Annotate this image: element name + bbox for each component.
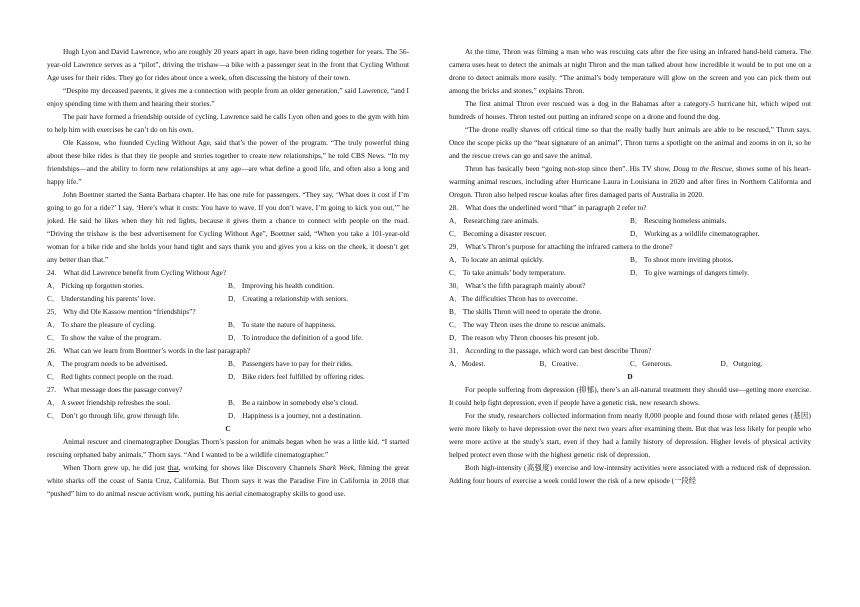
show-title: Doug to the Rescue (673, 164, 732, 173)
option-c[interactable]: C． Red lights connect people on the road. (47, 372, 174, 381)
underlined-word: that (167, 463, 179, 472)
text-run: , shows some of his heart-warming animal rescues, including after Hurricane Laura in Louisiana in 2020 and after fires in Northern California and Oregon. Thron also helped rescue koalas after fires damaged parts of Australia in 2020. (449, 164, 811, 199)
question-stem: 27. What message does the passage convey? (47, 385, 183, 394)
question-stem: 28. What does the underlined word “that” in paragraph 2 refer to? (449, 203, 647, 212)
option-b[interactable]: B． To shoot more inviting photos. (630, 255, 734, 264)
question-stem: 25． Why did Ole Kassow mention “friendships”? (47, 307, 196, 316)
option-b[interactable]: B． Passengers have to pay for their rides. (228, 359, 353, 368)
question-options (449, 253, 811, 279)
option-a[interactable]: A． The program needs to be advertised. (47, 359, 168, 368)
passage-c-paragraph-4: The first animal Thron ever rescued was a dog in the Bahamas after a category-5 hurricane hit, which wiped out hundreds of houses. Thron tested out putting an infrared scope on a drone and found the dog. (449, 99, 811, 121)
option-c[interactable]: C． To take animals’ body temperature. (449, 268, 566, 277)
question-stem: 29． What’s Thron’s purpose for attaching the infrared camera to the drone? (449, 242, 673, 251)
option-c[interactable]: C． Don’t go through life, grow through life. (47, 411, 180, 420)
question-options (47, 357, 409, 383)
passage-b-paragraph-4: Ole Kassow, who founded Cycling Without Age, said that’s the power of the program. “The truly powerful thing about these bike rides is that they tie people and stories together to create new relationships,” he told CBS News. “In my friendships—and the ability to form new relationships at any age—are what define a good life, and often also a long and happy life.” (47, 138, 409, 186)
question-options (47, 396, 409, 422)
option-d[interactable]: D． To introduce the definition of a good life. (228, 333, 363, 342)
question-options (449, 357, 811, 370)
option-c[interactable]: C．Generous. (630, 359, 672, 368)
option-c[interactable]: C． The way Thron uses the drone to rescue animals. (449, 320, 606, 329)
passage-d-paragraph-1: For people suffering from depression (抑郁), there’s an all-natural treatment they should use—getting more exercise. It could help fight depression, even if people have a genetic risk, new research shows. (449, 385, 811, 407)
passage-c-paragraph-5: “The drone really shaves off critical time so that the really badly hurt animals are able to be rescued,” Thron says. Once the scope picks up the “heat signature of an animal”, Thron turns a spotlight on the animal and zooms in on it, so he and the rescue crews can go and save the animal. (449, 125, 811, 160)
option-c[interactable]: C． Understanding his parents’ love. (47, 294, 156, 303)
question-25 (47, 305, 409, 344)
question-28 (449, 201, 811, 240)
question-stem: 24. What did Lawrence benefit from Cycling Without Age? (47, 268, 227, 277)
question-24 (47, 266, 409, 305)
question-31 (449, 344, 811, 370)
passage-b-paragraph-3: The pair have formed a friendship outside of cycling. Lawrence said he calls Lyon often and goes to the gym with him to help him with exercises he can’t do on his own. (47, 112, 409, 134)
right-column (449, 45, 811, 487)
question-27 (47, 383, 409, 422)
passage-c-paragraph-3: At the time, Thron was filming a man who was rescuing cats after the fire using an infrared hand-held camera. The camera uses heat to detect the animals at night Thron and the man talked about how incredible it would be to put one on a drone to detect animals more easily. “The animal’s body temperature will glow on the screen and you can pick them out among the bricks and stones,” explains Thron. (449, 47, 811, 95)
text-run: , working for shows like Discovery Channels (178, 463, 320, 472)
option-a[interactable]: A．The difficulties Thron has to overcome. (449, 294, 578, 303)
option-d[interactable]: D．The reason why Thron chooses his present job. (449, 333, 599, 342)
option-b[interactable]: B． Improving his health condition. (228, 281, 334, 290)
option-a[interactable]: A． To share the pleasure of cycling. (47, 320, 156, 329)
show-title: Shark Week (319, 463, 354, 472)
option-d[interactable]: D． Happiness is a journey, not a destination. (228, 411, 362, 420)
option-a[interactable]: A．Modest. (449, 359, 486, 368)
option-a[interactable]: A．To locate an animal quickly. (449, 255, 544, 264)
passage-b-paragraph-5: John Boettner started the Santa Barbara chapter. He has one rule for passengers. “They say, ‘What does it cost if I’m going to go for a ride?’ I say, ‘Here’s what it costs: You have to wave. If you don’t wave, I’m going to kick you out,’” he joked. He said he likes when they hit red lights, because it gives them a chance to connect with people on the road. “Driving the trishaw is the best advertisement for Cycling Without Age”, Boettner said, “When you take a 101-year-old woman for a bike ride and she holds your hand tight and says thank you and gives you a kiss on the cheek, it doesn’t get any better than that.” (47, 190, 409, 264)
option-d[interactable]: D． To give warnings of dangers timely. (630, 268, 750, 277)
option-b[interactable]: B． Be a rainbow in somebody else’s cloud. (228, 398, 359, 407)
question-29 (449, 240, 811, 279)
text-run: Thron has basically been “going non-stop since then”. His TV show, (465, 164, 674, 173)
question-30 (449, 279, 811, 344)
passage-b-paragraph-2: “Despite my deceased parents, it gives me a connection with people from an older generation,” said Lawrence, “and I enjoy spending time with them and hearing their stories.” (47, 86, 409, 108)
option-b[interactable]: B． The skills Thron will need to operate the drone. (449, 307, 602, 316)
option-b[interactable]: B． To state the nature of happiness. (228, 320, 336, 329)
question-options (47, 318, 409, 344)
option-b[interactable]: B． Rescuing homeless animals. (630, 216, 727, 225)
passage-c-paragraph-1: Animal rescuer and cinematographer Douglas Thorn’s passion for animals began when he was a little kid. “I started rescuing orphaned baby animals,” Thorn says. “And I wanted to be a wildlife cinematographer.” (47, 437, 409, 459)
section-heading-c: C (225, 424, 231, 433)
question-stem: 26. What can we learn from Boettner’s words in the last paragraph? (47, 346, 251, 355)
passage-d-paragraph-3: Both high-intensity (高强度) exercise and low-intensity activities were associated with a reduced risk of depression. Adding four hours of exercise a week could lower the risk of a new episode (一段经 (449, 463, 811, 485)
option-d[interactable]: D．Outgoing. (720, 359, 763, 368)
text-run: When Thorn grew up, he did just (63, 463, 168, 472)
option-b[interactable]: B．Creative. (539, 359, 579, 368)
option-d[interactable]: D． Bike riders feel fulfilled by offering rides. (228, 372, 365, 381)
question-stem: 31． According to the passage, which word can best describe Thron? (449, 346, 652, 355)
option-d[interactable]: D． Working as a wildlife cinematographer. (630, 229, 760, 238)
option-c[interactable]: C． To show the value of the program. (47, 333, 162, 342)
text-run: , filming the great white sharks off the coast of Santa Cruz, California. But Thorn says it was the Paradise Fire in California in 2018 that “pushed” him to do animal rescue activism work, putting his aerial cinematography skills to good use. (47, 463, 409, 498)
option-d[interactable]: D． Creating a relationship with seniors. (228, 294, 348, 303)
passage-c-paragraph-2 (47, 461, 409, 500)
question-26 (47, 344, 409, 383)
option-a[interactable]: A． Researching rare animals. (449, 216, 539, 225)
passage-d-paragraph-2: For the study, researchers collected information from nearly 8,000 people and found those with related genes (基因) were more likely to have depression over the next two years after examining them. But that was less likely for people who were more active at the study’s start, even if they had a family history of depression. Higher levels of physical activity helped protect even those with the highest genetic risk of depression. (449, 411, 811, 459)
option-a[interactable]: A． Picking up forgotten stories. (47, 281, 144, 290)
question-options (449, 214, 811, 240)
option-c[interactable]: C． Becoming a disaster rescuer. (449, 229, 547, 238)
option-a[interactable]: A． A sweet friendship refreshes the soul. (47, 398, 171, 407)
passage-c-paragraph-6 (449, 162, 811, 201)
left-column (47, 45, 409, 500)
passage-b-paragraph-1: Hugh Lyon and David Lawrence, who are roughly 20 years apart in age, have been riding together for years. The 56-year-old Lawrence serves as a “pilot”, driving the trishaw—a bike with a passenger seat in the front that Cycling Without Age uses for their rides. They go for rides about once a week, often discussing the history of their town. (47, 47, 409, 82)
section-heading-d: D (627, 372, 633, 381)
question-options (47, 279, 409, 305)
question-stem: 30． What’s the fifth paragraph mainly about? (449, 281, 586, 290)
